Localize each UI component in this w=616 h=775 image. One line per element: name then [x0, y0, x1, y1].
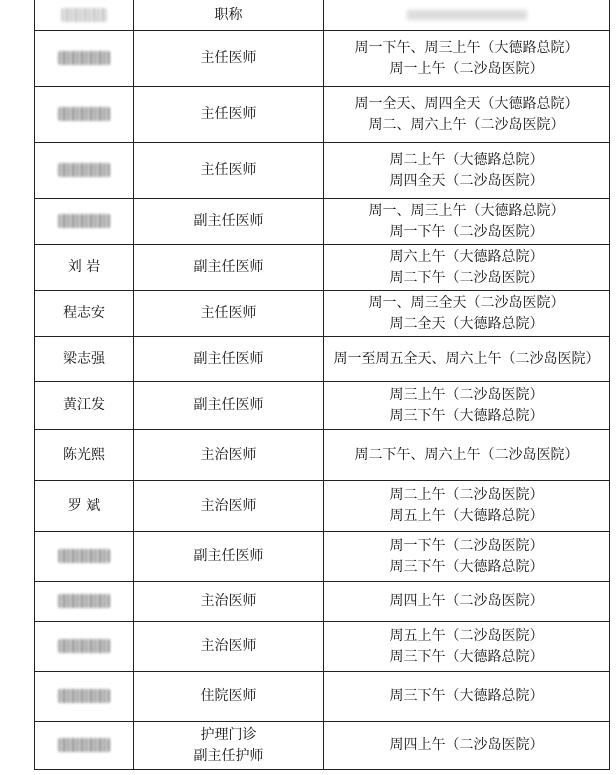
clinic-schedule-line: 周一全天、周四全天（大德路总院）: [354, 95, 579, 112]
doctor-title-cell: [134, 532, 324, 582]
doctor-name-cell: [35, 582, 134, 622]
obscured-doctor-name: [58, 107, 110, 121]
doctor-title: 主治医师: [200, 497, 257, 514]
clinic-schedule-cell: [324, 672, 610, 722]
obscured-header-label: [61, 8, 107, 22]
table-row: [35, 143, 610, 199]
doctor-name-cell: [35, 245, 134, 291]
doctor-name-cell: [35, 672, 134, 722]
clinic-schedule-line: 周二、周六上午（二沙岛医院）: [368, 116, 565, 133]
doctor-name: 黄江发: [63, 397, 105, 413]
doctor-name-cell: [35, 722, 134, 770]
doctor-name-cell: [35, 143, 134, 199]
doctor-title: 副主任医师: [193, 213, 264, 229]
clinic-schedule-line: 周三下午（大德路总院）: [389, 407, 544, 424]
table-row: [35, 622, 610, 672]
clinic-schedule-cell: [324, 143, 610, 199]
header-row: [35, 0, 610, 31]
header-time-cell: [324, 0, 610, 31]
table-row: [35, 199, 610, 245]
obscured-doctor-name: [58, 51, 110, 65]
table-row: [35, 582, 610, 622]
doctor-name-cell: [35, 337, 134, 382]
table-row: [35, 481, 610, 532]
clinic-schedule-line: 周一上午（二沙岛医院）: [389, 60, 544, 77]
clinic-schedule-cell: [324, 481, 610, 532]
clinic-schedule-line: 周一、周三上午（大德路总院）: [368, 202, 565, 219]
clinic-schedule-line: 周二下午、周六上午（二沙岛医院）: [354, 446, 579, 463]
doctor-title: 副主任医师: [193, 350, 264, 367]
clinic-schedule-line: 周三下午（大德路总院）: [389, 648, 544, 665]
doctor-name-cell: [35, 481, 134, 532]
clinic-schedule-cell: [324, 722, 610, 770]
doctor-title-cell: [134, 291, 324, 337]
clinic-schedule-cell: [324, 582, 610, 622]
doctor-title-cell: [134, 143, 324, 199]
clinic-schedule-line: 周一下午（二沙岛医院）: [389, 223, 544, 240]
clinic-schedule-cell: [324, 382, 610, 430]
doctor-title: 副主任医师: [193, 397, 264, 413]
doctor-title: 主任医师: [200, 50, 257, 66]
doctor-title: 主任医师: [200, 162, 257, 178]
table-row: [35, 291, 610, 337]
obscured-doctor-name: [58, 549, 110, 563]
doctor-name-cell: [35, 31, 134, 87]
clinic-schedule-cell: [324, 245, 610, 291]
clinic-schedule-line: 周一下午、周三上午（大德路总院）: [354, 39, 579, 56]
doctor-name-cell: [35, 532, 134, 582]
doctor-title-cell: [134, 87, 324, 143]
clinic-schedule-cell: [324, 622, 610, 672]
doctor-title: 主治医师: [200, 638, 257, 654]
table-header: [35, 0, 610, 31]
doctor-title-cell: [134, 337, 324, 382]
obscured-doctor-name: [58, 594, 110, 608]
doctor-title-cell: [134, 199, 324, 245]
doctor-title-cell: [134, 582, 324, 622]
obscured-doctor-name: [58, 639, 110, 653]
obscured-header-label: [407, 10, 527, 20]
doctor-name-cell: [35, 430, 134, 481]
doctor-name-cell: [35, 199, 134, 245]
doctor-name: 刘 岩: [67, 259, 101, 275]
header-title-cell: 职称: [134, 0, 324, 31]
clinic-schedule-cell: [324, 337, 610, 382]
clinic-schedule-line: 周五上午（大德路总院）: [389, 508, 544, 524]
obscured-doctor-name: [58, 163, 110, 177]
clinic-schedule-cell: [324, 532, 610, 582]
doctor-title: 副主任护师: [193, 747, 264, 764]
clinic-schedule-cell: [324, 87, 610, 143]
clinic-schedule-line: 周五上午（二沙岛医院）: [389, 627, 544, 644]
clinic-schedule-line: 周二全天（大德路总院）: [389, 315, 544, 332]
doctor-title: 住院医师: [200, 688, 257, 704]
clinic-schedule-line: 周四上午（二沙岛医院）: [389, 737, 544, 753]
obscured-doctor-name: [58, 738, 110, 752]
doctor-name: 程志安: [63, 305, 105, 321]
obscured-doctor-name: [58, 689, 110, 703]
doctor-title: 主任医师: [200, 305, 257, 321]
clinic-schedule-cell: [324, 199, 610, 245]
doctor-title: 主任医师: [200, 106, 257, 122]
doctor-title: 护理门诊: [200, 726, 257, 743]
table-row: [35, 382, 610, 430]
table-body: [35, 31, 610, 770]
clinic-schedule-line: 周三上午（二沙岛医院）: [389, 386, 544, 403]
doctor-title: 副主任医师: [193, 259, 264, 275]
doctor-title-cell: [134, 722, 324, 770]
doctor-name: 梁志强: [63, 350, 105, 367]
clinic-schedule-line: 周一、周三全天（二沙岛医院）: [368, 294, 565, 311]
doctor-title: 主治医师: [200, 446, 257, 463]
table-row: [35, 430, 610, 481]
doctor-title-cell: [134, 622, 324, 672]
clinic-schedule-line: 周二下午（二沙岛医院）: [389, 269, 544, 286]
doctor-title: 副主任医师: [193, 548, 264, 564]
clinic-schedule-line: 周一下午（二沙岛医院）: [389, 537, 544, 554]
doctor-name-cell: [35, 622, 134, 672]
table-row: [35, 722, 610, 770]
clinic-schedule-line: 周三下午（大德路总院）: [389, 688, 544, 704]
doctor-title-cell: [134, 430, 324, 481]
clinic-schedule-line: 周四上午（二沙岛医院）: [389, 593, 544, 609]
clinic-schedule-cell: [324, 31, 610, 87]
clinic-schedule-line: 周一至周五全天、周六上午（二沙岛医院）: [333, 350, 600, 367]
doctor-name-cell: [35, 382, 134, 430]
doctor-name-cell: [35, 291, 134, 337]
doctor-name: 罗 斌: [67, 497, 101, 514]
table-row: [35, 337, 610, 382]
table-row: [35, 245, 610, 291]
clinic-schedule-line: 周四全天（二沙岛医院）: [389, 172, 544, 189]
table-row: [35, 87, 610, 143]
clinic-schedule-cell: [324, 430, 610, 481]
doctor-title-cell: [134, 382, 324, 430]
doctor-name-cell: [35, 87, 134, 143]
clinic-schedule-line: 周二上午（大德路总院）: [389, 151, 544, 168]
table-row: [35, 532, 610, 582]
clinic-schedule-line: 周三下午（大德路总院）: [389, 558, 544, 575]
doctor-title-cell: [134, 245, 324, 291]
header-name-cell: [35, 0, 134, 31]
clinic-schedule-cell: [324, 291, 610, 337]
doctor-title-cell: [134, 672, 324, 722]
doctor-title-cell: [134, 481, 324, 532]
table-row: [35, 672, 610, 722]
doctor-name: 陈光熙: [63, 446, 105, 463]
obscured-doctor-name: [58, 214, 110, 228]
table-row: [35, 31, 610, 87]
outpatient-schedule-table: [34, 0, 610, 770]
doctor-title: 主治医师: [200, 593, 257, 609]
clinic-schedule-line: 周二上午（二沙岛医院）: [389, 487, 544, 503]
doctor-title-cell: [134, 31, 324, 87]
clinic-schedule-line: 周六上午（大德路总院）: [389, 248, 544, 265]
